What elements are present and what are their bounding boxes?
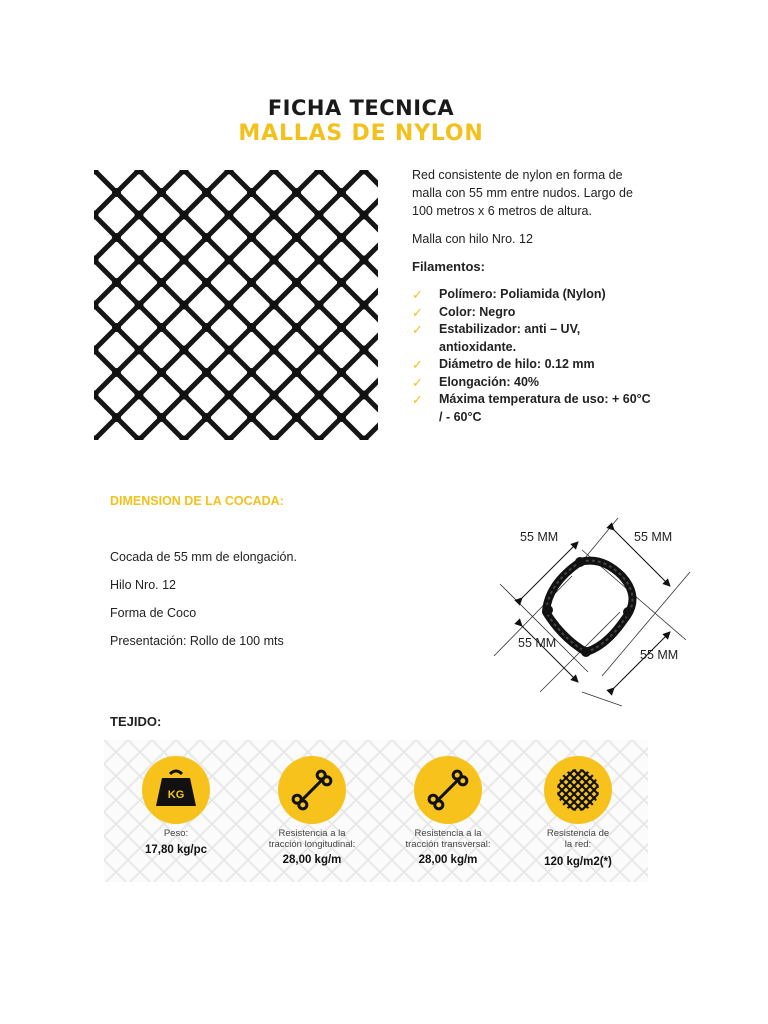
spec-label: Resistencia a la tracción transversal: [405, 828, 491, 850]
check-icon: ✓ [412, 287, 423, 302]
spec-weight [108, 740, 244, 882]
spec-label: Resistencia de la red: [546, 828, 610, 850]
list-item: ✓ Máxima temperatura de uso: + 60°C / - 60°C [412, 392, 651, 424]
tejido-specs-panel [104, 740, 648, 882]
nylon-net-image [94, 170, 378, 440]
page-title: FICHA TECNICA [267, 96, 455, 120]
dimension-list [110, 548, 297, 660]
bone-icon [278, 756, 346, 824]
list-item: ✓ Elongación: 40% [412, 374, 540, 390]
page-subtitle: MALLAS DE NYLON [238, 121, 484, 146]
spec-transversal [380, 740, 516, 882]
filaments-title: Filamentos: [412, 259, 485, 274]
check-icon: ✓ [412, 322, 423, 337]
list-item: Forma de Coco [110, 606, 197, 620]
spec-value: 120 kg/m2(*) [544, 856, 612, 868]
spec-value: 17,80 kg/pc [144, 844, 207, 856]
list-item: ✓ Estabilizador: anti – UV, antioxidante. [412, 322, 581, 354]
tejido-title: TEJIDO: [110, 714, 162, 729]
check-icon: ✓ [412, 304, 423, 320]
spec-longitudinal [244, 740, 380, 882]
mesh-dimension-diagram [490, 516, 710, 716]
check-icon: ✓ [412, 374, 423, 390]
spec-label: Resistencia a la tracción longitudinal: [268, 828, 356, 850]
list-item: Presentación: Rollo de 100 mts [110, 634, 284, 648]
list-item: Cocada de 55 mm de elongación. [110, 550, 297, 564]
list-item: ✓ Polímero: Poliamida (Nylon) [412, 287, 606, 302]
product-description [412, 166, 652, 426]
dimension-label: 55 MM [520, 530, 559, 544]
bone-icon [414, 756, 482, 824]
dimension-label: 55 MM [640, 648, 679, 662]
spec-net-resistance [510, 740, 646, 882]
list-item: Hilo Nro. 12 [110, 578, 176, 592]
dimension-label: 55 MM [634, 530, 673, 544]
svg-text:KG: KG [167, 789, 185, 801]
check-icon: ✓ [412, 357, 423, 372]
check-icon: ✓ [412, 392, 423, 407]
spec-value: 28,00 kg/m [282, 854, 342, 866]
dimension-title: DIMENSION DE LA COCADA: [110, 494, 284, 508]
spec-value: 28,00 kg/m [418, 854, 478, 866]
dimension-label: 55 MM [518, 636, 557, 650]
description-thread: Malla con hilo Nro. 12 [412, 232, 533, 246]
filaments-list [412, 286, 652, 426]
spec-label: Peso: [163, 828, 189, 839]
description-paragraph: Red consistente de nylon en forma de malla con 55 mm entre nudos. Largo de 100 metros x 6 metros de altura. [412, 168, 633, 218]
list-item: ✓ Diámetro de hilo: 0.12 mm [412, 357, 595, 372]
mesh-icon [544, 756, 612, 824]
list-item: ✓ Color: Negro [412, 304, 516, 320]
weight-icon [142, 756, 210, 824]
